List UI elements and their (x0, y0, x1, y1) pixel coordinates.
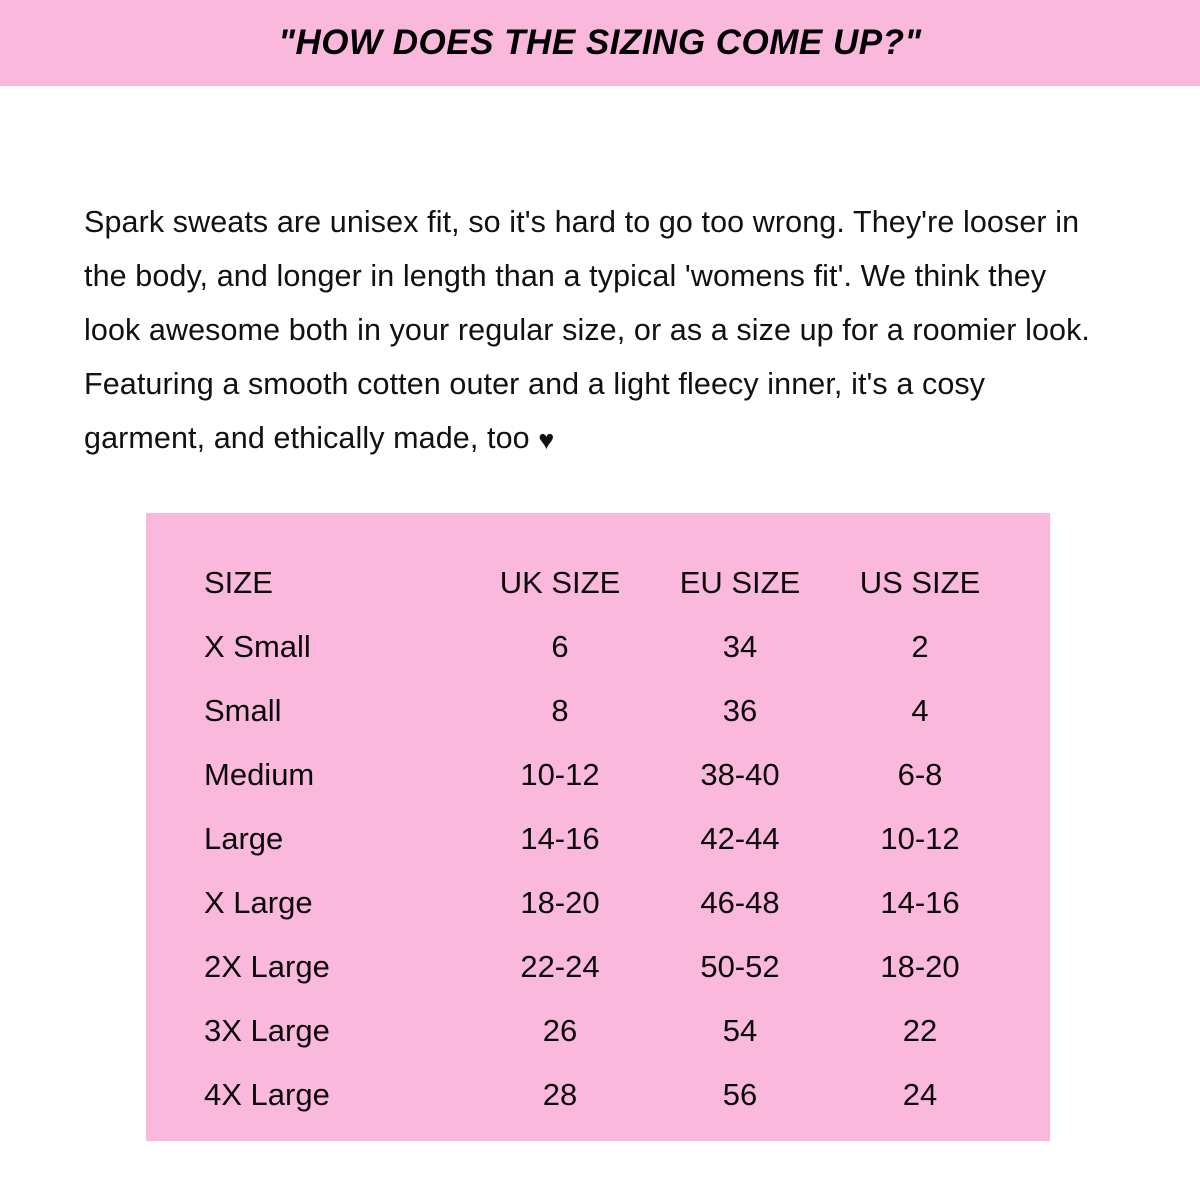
cell-eu: 50-52 (700, 949, 780, 984)
cell-size: Large (204, 821, 284, 856)
cell-size: 4X Large (204, 1077, 330, 1112)
page-title: "HOW DOES THE SIZING COME UP?" (278, 23, 922, 62)
table-row (186, 743, 1010, 807)
cell-eu: 38-40 (700, 757, 780, 792)
cell-size: 2X Large (204, 949, 330, 984)
cell-us: 10-12 (880, 821, 960, 856)
cell-uk: 8 (551, 693, 569, 728)
cell-us: 22 (902, 1013, 938, 1048)
cell-uk: 18-20 (520, 885, 600, 920)
column-header-us: US SIZE (859, 565, 981, 600)
table-row (186, 999, 1010, 1063)
column-header-eu: EU SIZE (679, 565, 801, 600)
cell-us: 2 (911, 629, 929, 664)
cell-uk: 6 (551, 629, 569, 664)
cell-size: Small (204, 693, 282, 728)
size-chart-card (146, 513, 1050, 1141)
size-chart-table (186, 551, 1010, 1127)
cell-eu: 36 (722, 693, 758, 728)
size-chart-body (186, 615, 1010, 1127)
cell-uk: 14-16 (520, 821, 600, 856)
cell-eu: 42-44 (700, 821, 780, 856)
table-row (186, 807, 1010, 871)
table-row (186, 1063, 1010, 1127)
cell-size: X Small (204, 629, 311, 664)
cell-size: Medium (204, 757, 315, 792)
intro-paragraph-text: Spark sweats are unisex fit, so it's hard to go too wrong. They're looser in the body, and longer in length than a typical 'womens fit'. We think they look awesome both in your regular size, or as a size up for a roomier look. Featuring a smooth cotten outer and a light fleecy inner, it's a cosy garment, and ethically made, too (84, 204, 1091, 455)
cell-us: 18-20 (880, 949, 960, 984)
cell-size: X Large (204, 885, 313, 920)
heart-icon: ♥ (538, 424, 555, 455)
cell-size: 3X Large (204, 1013, 330, 1048)
cell-uk: 10-12 (520, 757, 600, 792)
cell-us: 14-16 (880, 885, 960, 920)
table-row (186, 871, 1010, 935)
cell-eu: 34 (722, 629, 758, 664)
cell-eu: 56 (722, 1077, 758, 1112)
cell-us: 4 (911, 693, 929, 728)
table-header-row (186, 551, 1010, 615)
table-row (186, 615, 1010, 679)
cell-us: 24 (902, 1077, 938, 1112)
cell-us: 6-8 (897, 757, 943, 792)
intro-paragraph (84, 195, 1094, 467)
cell-uk: 22-24 (520, 949, 600, 984)
table-row (186, 679, 1010, 743)
cell-uk: 28 (542, 1077, 578, 1112)
table-row (186, 935, 1010, 999)
intro-section (0, 86, 1200, 467)
header-banner (0, 0, 1200, 86)
cell-uk: 26 (542, 1013, 578, 1048)
cell-eu: 46-48 (700, 885, 780, 920)
column-header-size: SIZE (204, 565, 273, 600)
size-chart-header-row (186, 551, 1010, 615)
column-header-uk: UK SIZE (499, 565, 621, 600)
cell-eu: 54 (722, 1013, 758, 1048)
